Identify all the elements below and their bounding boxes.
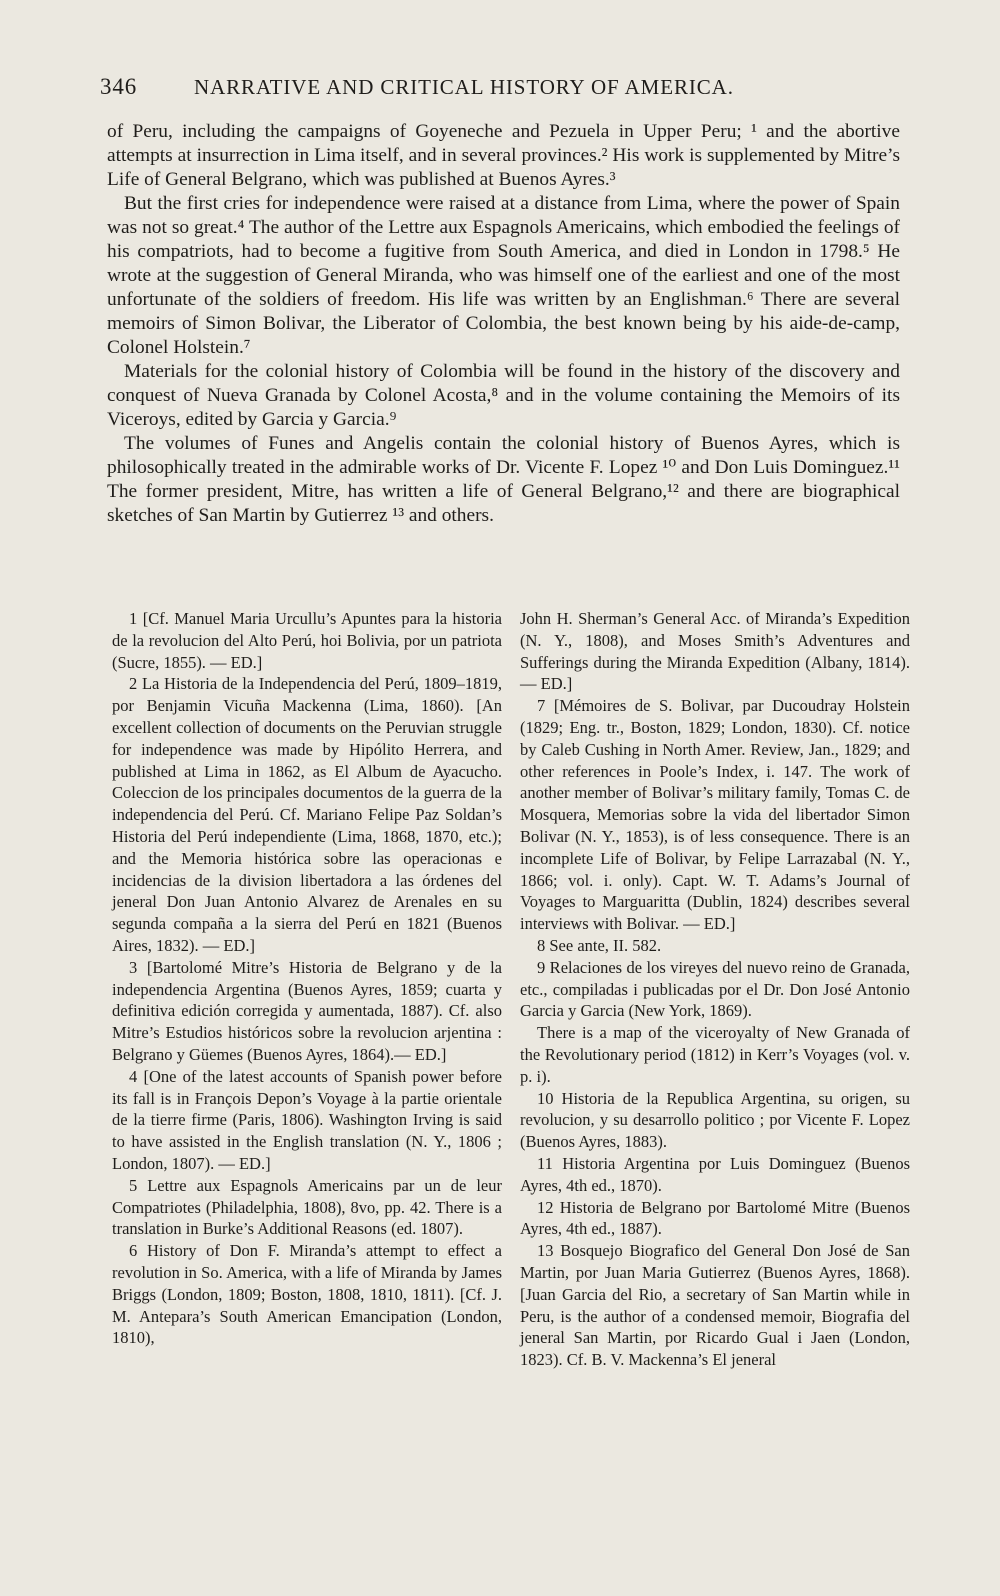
footnote: 5 Lettre aux Espagnols Americains par un de leur Compatriotes (Philadelphia, 1808), 8vo, pp. 42. There is a translation in Burke’s Additional Reasons (ed. 1807). bbox=[112, 1175, 502, 1239]
footnote: 13 Bosquejo Biografico del General Don José de San Martin, por Juan Maria Gutierrez (Buenos Ayres, 1868). [Juan Garcia del Rio, a secretary of San Martin while in Peru, is the author of a condensed memoir, Biografia del jeneral San Martin, por Ricardo Gual i Jaen (London, 1823). Cf. B. V. Mackenna’s El jeneral bbox=[520, 1241, 910, 1370]
body-paragraph: Materials for the colonial history of Colombia will be found in the history of the discovery and conquest of Nueva Granada by Colonel Acosta,⁸ and in the volume containing the Memoirs of its Viceroys, edited by Garcia y Garcia.⁹ bbox=[107, 361, 900, 430]
footnote: 2 La Historia de la Independencia del Perú, 1809–1819, por Benjamin Vicuña Mackenna (Lima, 1860). [An excellent collection of documents on the Peruvian struggle for independence was made by Hipólito Herrera, and published at Lima in 1862, as El Album de Ayacucho. Coleccion de los principales documentos de la guerra de la independencia del Perú. Cf. Mariano Felipe Paz Soldan’s Historia del Perú independiente (Lima, 1868, 1870, etc.); and the Memoria histórica sobre las operacionas e incidencias de la division libertadora a las órdenes del jeneral Don Juan Antonio Alvarez de Arenales en su segunda compaña a la sierra del Perú en 1821 (Buenos Aires, 1832). — ED.] bbox=[112, 674, 502, 955]
footnote: 6 History of Don F. Miranda’s attempt to effect a revolution in So. America, with a life of Miranda by James Briggs (London, 1809; Boston, 1808, 1810, 1811). [Cf. J. M. Antepara’s South American Emancipation (London, 1810), bbox=[112, 1241, 502, 1348]
footnotes-right-column bbox=[520, 608, 910, 1371]
body-paragraph: of Peru, including the campaigns of Goyeneche and Pezuela in Upper Peru; ¹ and the abortive attempts at insurrection in Lima itself, and in several provinces.² His work is supplemented by Mitre’s Life of General Belgrano, which was published at Buenos Ayres.³ bbox=[107, 121, 900, 190]
page-number: 346 bbox=[100, 74, 138, 99]
main-text bbox=[107, 120, 900, 528]
footnote-continuation: John H. Sherman’s General Acc. of Miranda’s Expedition (N. Y., 1808), and Moses Smith’s Adventures and Sufferings during the Miranda Expedition (Albany, 1814).— ED.] bbox=[520, 609, 910, 694]
footnote: 8 See ante, II. 582. bbox=[537, 935, 662, 955]
footnote: 9 Relaciones de los vireyes del nuevo reino de Granada, etc., compiladas i publicadas por el Dr. Don José Antonio Garcia y Garcia (New York, 1869). bbox=[520, 957, 910, 1021]
footnote: 7 [Mémoires de S. Bolivar, par Ducoudray Holstein (1829; Eng. tr., Boston, 1829; London, 1830). Cf. notice by Caleb Cushing in North Amer. Review, Jan., 1829; and other references in Poole’s Index, i. 147. The work of another member of Bolivar’s military family, Tomas C. de Mosquera, Memorias sobre la vida del libertador Simon Bolivar (N. Y., 1853), is of less consequence. There is an incomplete Life of Bolivar, by Felipe Larrazabal (N. Y., 1866; vol. i. only). Capt. W. T. Adams’s Journal of Voyages to Marguaritta (Dublin, 1824) describes several interviews with Bolivar. — ED.] bbox=[520, 696, 910, 934]
footnotes-left-column bbox=[112, 608, 502, 1349]
body-paragraph: But the first cries for independence were raised at a distance from Lima, where the power of Spain was not so great.⁴ The author of the Lettre aux Espagnols Americains, which embodied the feelings of his compatriots, had to become a fugitive from South America, and died in London in 1798.⁵ He wrote at the suggestion of General Miranda, who was himself one of the earliest and one of the most unfortunate of the soldiers of freedom. His life was written by an Englishman.⁶ There are several memoirs of Simon Bolivar, the Liberator of Colombia, the best known being by his aide-de-camp, Colonel Holstein.⁷ bbox=[107, 193, 900, 358]
page-header bbox=[100, 74, 800, 100]
footnote: 12 Historia de Belgrano por Bartolomé Mitre (Buenos Ayres, 4th ed., 1887). bbox=[520, 1197, 910, 1239]
footnote: 4 [One of the latest accounts of Spanish power before its fall is in François Depon’s Voyage à la partie orientale de la tierre firme (Paris, 1806). Washington Irving is said to have assisted in the English translation (N. Y., 1806 ; London, 1807). — ED.] bbox=[112, 1066, 502, 1173]
footnote: 10 Historia de la Republica Argentina, su origen, su revolucion, y su desarrollo politico ; por Vicente F. Lopez (Buenos Ayres, 1883). bbox=[520, 1088, 910, 1152]
footnote: 3 [Bartolomé Mitre’s Historia de Belgrano y de la independencia Argentina (Buenos Ayres, 1859; cuarta y definitiva edición corregida y aumentada, 1887). Cf. also Mitre’s Estudios históricos sobre la revolucion arjentina : Belgrano y Güemes (Buenos Ayres, 1864).— ED.] bbox=[112, 957, 502, 1064]
running-title: NARRATIVE AND CRITICAL HISTORY OF AMERICA. bbox=[194, 75, 734, 99]
footnote: 11 Historia Argentina por Luis Dominguez (Buenos Ayres, 4th ed., 1870). bbox=[520, 1153, 910, 1195]
footnote: 1 [Cf. Manuel Maria Urcullu’s Apuntes para la historia de la revolucion del Alto Perú, hoi Bolivia, por un patriota (Sucre, 1855). — ED.] bbox=[112, 609, 502, 672]
body-paragraph: The volumes of Funes and Angelis contain the colonial history of Buenos Ayres, which is philosophically treated in the admirable works of Dr. Vicente F. Lopez ¹⁰ and Don Luis Dominguez.¹¹ The former president, Mitre, has written a life of General Belgrano,¹² and there are biographical sketches of San Martin by Gutierrez ¹³ and others. bbox=[107, 433, 900, 526]
footnote-note: There is a map of the viceroyalty of New Granada of the Revolutionary period (1812) in Kerr’s Voyages (vol. v. p. i). bbox=[520, 1023, 910, 1086]
